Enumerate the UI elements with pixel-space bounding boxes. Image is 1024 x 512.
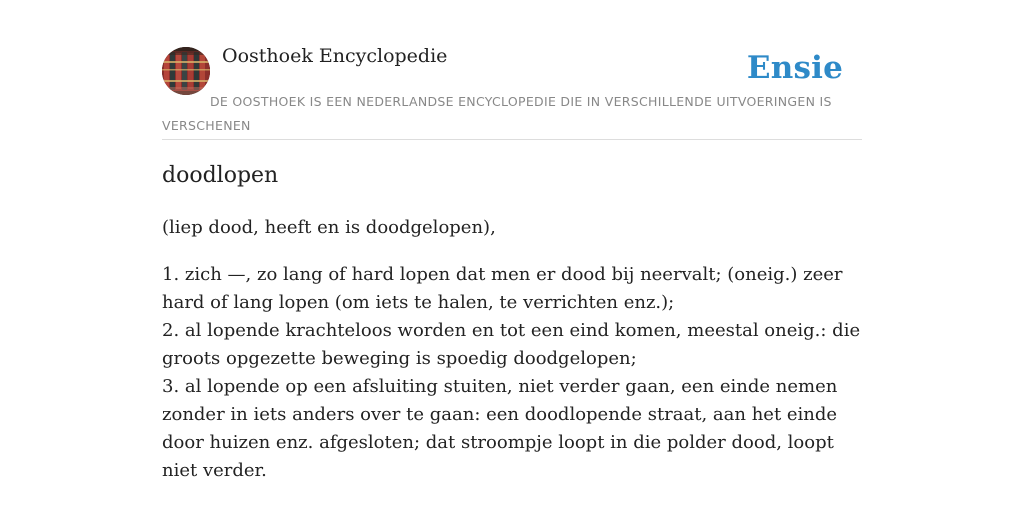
sense-item: 2. al lopende krachteloos worden en tot een eind komen, meestal oneig.: die groots opgezette beweging is spoedig doodgelopen; <box>162 320 861 369</box>
sense-item: 3. al lopende op een afsluiting stuiten, niet verder gaan, een einde nemen zonder in iets anders over te gaan: een doodlopende straat, aan het einde door huizen enz. afgesloten; dat stroompje loopt in die polder dood, loopt niet verder. <box>162 376 838 481</box>
source-name[interactable]: Oosthoek Encyclopedie <box>222 45 448 67</box>
page <box>162 0 862 512</box>
source-description: DE OOSTHOEK IS EEN NEDERLANDSE ENCYCLOPEDIE DIE IN VERSCHILLENDE UITVOERINGEN IS VERSCHENEN <box>162 94 832 133</box>
divider <box>162 139 862 140</box>
page-title: doodlopen <box>162 163 279 188</box>
avatar[interactable] <box>162 47 210 95</box>
entry-senses <box>162 261 862 485</box>
brand-logo[interactable]: Ensie <box>746 50 843 86</box>
entry-forms: (liep dood, heeft en is doodgelopen), <box>162 217 496 238</box>
entry-body <box>162 214 862 485</box>
book-spines-icon <box>162 47 210 95</box>
sense-item: 1. zich —, zo lang of hard lopen dat men er dood bij neervalt; (oneig.) zeer hard of lang lopen (om iets te halen, te verrichten enz.); <box>162 264 843 313</box>
